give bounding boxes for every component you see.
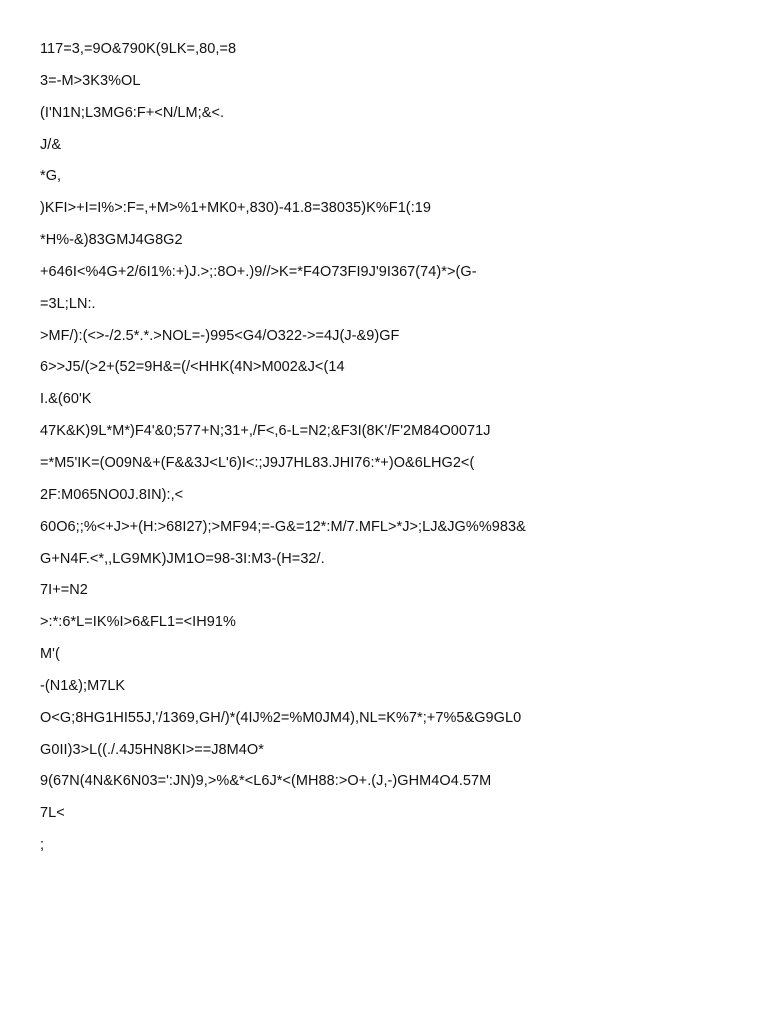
text-line: G+N4F.<*,,LG9MK)JM1O=98-3I:M3-(H=32/.: [40, 550, 325, 567]
text-line: *G,: [40, 168, 62, 185]
text-line: 3=-M>3K3%OL: [40, 72, 141, 89]
text-line: 117=3,=9O&790K(9LK=,80,=8: [40, 41, 237, 57]
text-line: O<G;8HG1HI55J,'/1369,GH/)*(4IJ%2=%M0JM4),NL=K%7*;+7%5&G9GL0: [40, 709, 522, 726]
text-line: -(N1&);M7LK: [40, 677, 126, 694]
text-line: =3L;LN:.: [40, 295, 96, 312]
text-line: )KFI>+I=I%>:F=,+M>%1+MK0+,830)-41.8=38035)K%F1(:19: [40, 200, 431, 217]
text-line: >MF/):(<>-/2.5*.*.>NOL=-)995<G4/O322->=4J(J-&9)GF: [40, 327, 400, 344]
text-line: 7I+=N2: [40, 582, 88, 599]
text-line: G0II)3>L((./.4J5HN8KI>==J8M4O*: [40, 741, 264, 758]
text-line: J/&: [40, 136, 62, 153]
text-line: ;: [40, 837, 45, 854]
text-line: =*M5'IK=(O09N&+(F&&3J<L'6)I<:;J9J7HL83.JHI76:*+)O&6LHG2<(: [40, 454, 475, 471]
text-line: M'(: [40, 646, 60, 663]
text-line: 7L<: [40, 805, 65, 822]
text-lines: [40, 39, 526, 867]
text-line: +646I<%4G+2/6I1%:+)J.>;:8O+.)9//>K=*F4O73FI9J'9I367(74)*>(G-: [40, 263, 477, 280]
text-line: 2F:M065NO0J.8IN):,<: [40, 486, 184, 503]
text-line: (I'N1N;L3MG6:F+<N/LM;&<.: [40, 104, 225, 121]
text-line: 47K&K)9L*M*)F4'&0;577+N;31+,/F<,6-L=N2;&F3I(8K'/F'2M84O0071J: [40, 423, 491, 440]
text-line: *H%-&)83GMJ4G8G2: [40, 232, 183, 249]
text-line: I.&(60'K: [40, 391, 92, 408]
text-line: 6>>J5/(>2+(52=9H&=(/<HHK(4N>M002&J<(14: [40, 359, 345, 376]
text-line: >:*:6*L=IK%I>6&FL1=<IH91%: [40, 614, 236, 631]
text-line: 60O6;;%<+J>+(H:>68I27);>MF94;=-G&=12*:M/7.MFL>*J>;LJ&JG%%983&: [40, 518, 526, 535]
text-line: 9(67N(4N&K6N03=':JN)9,>%&*<L6J*<(MH88:>O+.(J,-)GHM4O4.57M: [40, 773, 492, 790]
